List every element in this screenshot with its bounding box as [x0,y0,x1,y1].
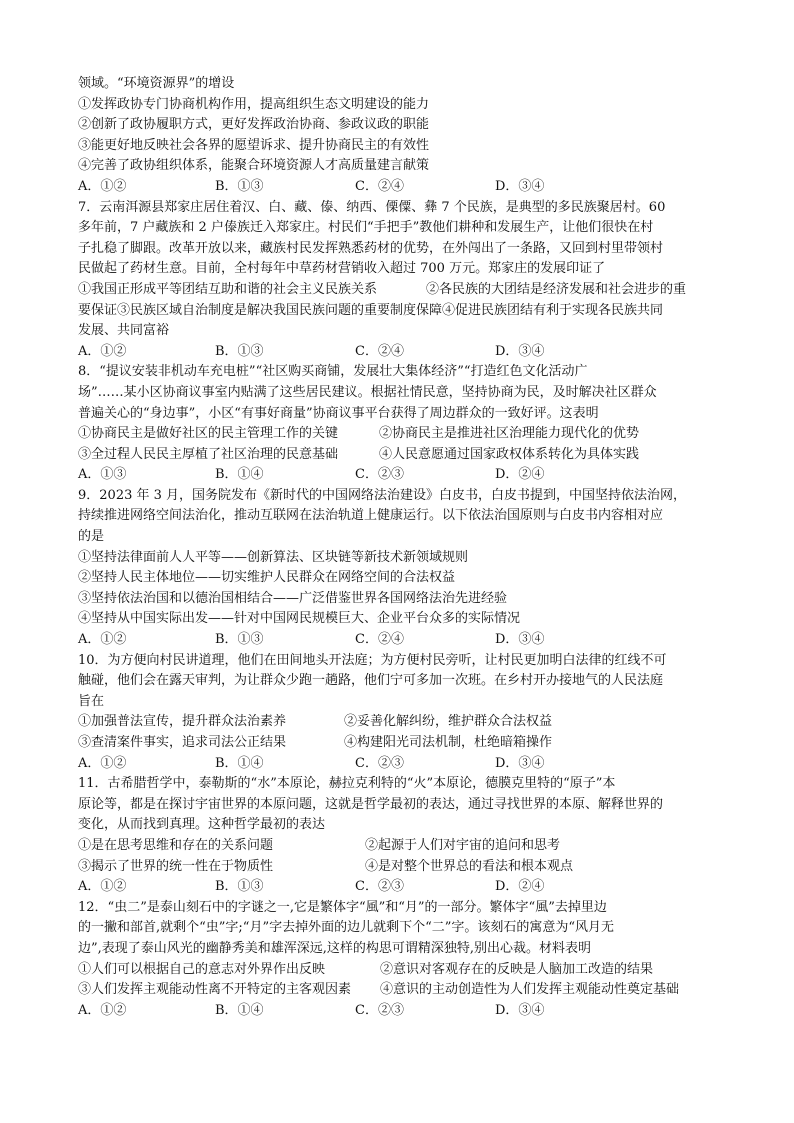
option-b: B．①④ [215,755,264,771]
option-b: B．①④ [215,467,264,483]
answer-options [78,630,718,651]
question-12-stem: 的一撇和部首,就剩个“虫”字;“月”字去掉外面的边儿就剩下个“二”字。该刻石的寓意为“风月无 [78,920,615,936]
option-a: A．①② [78,879,127,895]
option-b: B．①③ [215,178,264,194]
statement: ④是对整个世界总的看法和根本观点 [365,858,574,874]
statement: ②意识对客观存在的反映是人脑加工改造的结果 [380,961,654,977]
question-9-stem: 的是 [78,529,105,545]
question-8-stem: 普遍关心的“身边事”，小区“有事好商量”协商议事平台获得了周边群众的一致好评。这表明 [78,405,599,421]
question-10-stem: 旨在 [78,693,105,709]
statement: ①坚持法律面前人人平等——创新算法、区块链等新技术新领域规则 [78,549,469,565]
option-b: B．①③ [215,343,264,359]
statement: ②坚持人民主体地位——切实维护人民群众在网络空间的合法权益 [78,570,456,586]
option-c: C．②③ [355,1002,404,1018]
statement-row [78,280,718,301]
statement: ①人们可以根据自己的意志对外界作出反映 [78,961,326,977]
statement: ①我国正形成平等团结互助和谐的社会主义民族关系 [78,281,378,297]
question-12-stem: 12．“虫二”是泰山刻石中的字谜之一,它是繁体字“風”和“月”的一部分。繁体字“風”去掉里边 [78,899,607,915]
question-10-stem: 10．为方便向村民讲道理，他们在田间地头开法庭；为方便村民旁听，让村民更加明白法律的红线不可 [78,652,667,668]
answer-options [78,877,718,898]
option-d: D．②④ [495,467,545,483]
statement: ④完善了政协组织体系，能聚合环境资源人才高质量建言献策 [78,158,430,174]
question-8-stem: 8．“提议安装非机动车充电桩”“社区购买商铺，发展壮大集体经济”“打造红色文化活动广 [78,364,588,380]
statement-row [78,857,718,878]
option-c: C．②③ [355,755,404,771]
statement-row [78,836,718,857]
option-d: D．③④ [495,632,545,648]
option-a: A．①② [78,343,127,359]
question-7-stem: 民做起了药材生意。目前，全村每年中草药材营销收入超过 700 万元。郑家庄的发展印证了 [78,261,606,277]
statement-row [78,960,718,981]
option-b: B．①③ [215,879,264,895]
question-9-stem: 9．2023 年 3 月，国务院发布《新时代的中国网络法治建设》白皮书，白皮书提到，中国坚持依法治网， [78,487,687,503]
option-d: D．③④ [495,178,545,194]
option-c: C．②④ [355,343,404,359]
question-10-stem: 触碰，他们会在露天审判，为让群众少跑一趟路，他们宁可多加一次班。在乡村开办接地气的人民法庭 [78,673,664,689]
statement: ③全过程人民民主厚植了社区治理的民意基础 [78,446,339,462]
question-11-stem: 变化，从而找到真理。这种哲学最初的表达 [78,817,326,833]
answer-options [78,177,718,198]
question-intro: 领域。“环境资源界”的增设 [78,76,235,91]
statement-row [78,980,718,1001]
option-c: C．②③ [355,467,404,483]
option-a: A．①② [78,632,127,648]
question-7-stem: 多年前，7 户藏族和 2 户傣族迁入郑家庄。村民们“手把手”教他们耕种和发展生产，让他们很快在村 [78,220,654,236]
statement: ③查清案件事实，追求司法公正结果 [78,735,287,750]
exam-page [78,74,718,1021]
statement: ②创新了政协履职方式，更好发挥政治协商、参政议政的职能 [78,117,430,133]
statement: ④意识的主动创造性为人们发挥主观能动性奠定基础 [380,982,680,998]
answer-options [78,1001,718,1022]
statement: ①协商民主是做好社区的民主管理工作的关键 [78,426,339,442]
option-c: C．②④ [355,632,404,648]
option-a: A．①② [78,755,127,771]
statement: ④坚持从中国实际出发——针对中国网民规模巨大、企业平台众多的实际情况 [78,611,521,627]
answer-options [78,342,718,363]
option-d: D．③④ [495,755,545,771]
statement-row [78,733,718,754]
statement: ②协商民主是推进社区治理能力现代化的优势 [379,426,640,442]
statement: ③能更好地反映社会各界的愿望诉求、提升协商民主的有效性 [78,137,430,153]
statement: 要保证③民族区域自治制度是解决我国民族问题的重要制度保障④促进民族团结有利于实现各民族共同 [78,302,664,318]
option-d: D．③④ [495,343,545,359]
option-d: D．③④ [495,1002,545,1018]
question-11-stem: 11．古希腊哲学中，泰勒斯的“水”本原论，赫拉克利特的“火”本原论，德膜克里特的“原子”本 [78,776,616,792]
statement: 发展、共同富裕 [78,323,170,339]
option-b: B．①③ [215,632,264,648]
statement: ②各民族的大团结是经济发展和社会进步的重 [426,281,687,297]
option-b: B．①④ [215,1002,264,1018]
option-a: A．①② [78,178,127,194]
question-9-stem: 持续推进网络空间法治化，推动互联网在法治轨道上健康运行。以下依法治国原则与白皮书内容相对应 [78,508,664,524]
statement-row [78,712,718,733]
answer-options [78,754,718,775]
question-7-stem: 子扎稳了脚跟。改革开放以来，藏族村民发挥熟悉药材的优势，在外闯出了一条路，又回到村里带领村 [78,240,664,256]
statement: ①是在思考思维和存在的关系问题 [78,837,274,853]
option-c: C．②③ [355,879,404,895]
option-a: A．①② [78,1002,127,1018]
statement-row [78,424,718,445]
option-c: C．②④ [355,178,404,194]
option-a: A．①③ [78,467,127,483]
question-12-stem: 边”,表现了泰山风光的幽静秀美和雄浑深远,这样的构思可谓精深独特,别出心裁。材料表明 [78,940,592,956]
statement: ③人们发挥主观能动性离不开特定的主客观因素 [78,982,352,998]
statement: ②起源于人们对宇宙的追问和思考 [365,837,561,853]
statement: ④构建阳光司法机制，杜绝暗箱操作 [344,735,553,750]
statement: ③坚持依法治国和以德治国相结合——广泛借鉴世界各国网络法治先进经验 [78,590,508,606]
statement: ②妥善化解纠纷，维护群众合法权益 [344,714,553,730]
question-11-stem: 原论等，都是在探讨宇宙世界的本原问题，这就是哲学最初的表达，通过寻找世界的本原、解释世界的 [78,796,664,812]
answer-options [78,465,718,486]
statement-row [78,445,718,466]
statement: ④人民意愿通过国家政权体系转化为具体实践 [379,446,640,462]
statement: ①加强普法宣传，提升群众法治素养 [78,714,287,730]
question-7-stem: 7．云南洱源县郑家庄居住着汉、白、藏、傣、纳西、傈僳、彝 7 个民族，是典型的多民族聚居村。60 [78,199,666,215]
question-8-stem: 场”……某小区协商议事室内贴满了这些居民建议。根据社情民意，坚持协商为民，及时解决社区群众 [78,384,657,400]
statement: ③揭示了世界的统一性在于物质性 [78,858,274,874]
statement: ①发挥政协专门协商机构作用，提高组织生态文明建设的能力 [78,96,430,112]
option-d: D．②④ [495,879,545,895]
